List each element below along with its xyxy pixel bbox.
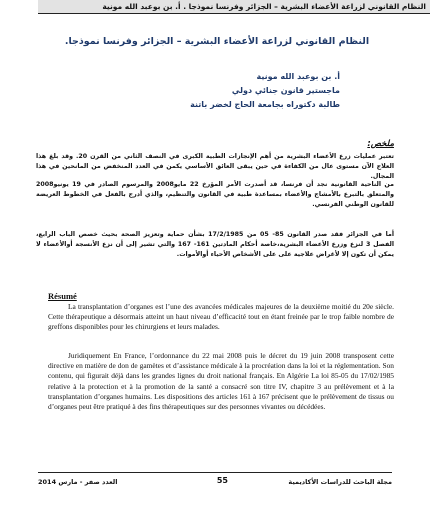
author-degree: ماجستير قانون جنائي دولي [231,86,340,95]
author-name: أ. بن بوعبد الله مونية [256,72,340,81]
footer-journal-name: مجلة الباحث للدراسات الأكاديمية [288,478,392,486]
running-header: النظام القانوني لزراعة الأعضاء البشرية – الجزائر وفرنسا نموذجا . أ. بن بوعبد الله مونية [38,0,430,14]
footer-divider [38,472,392,473]
french-abstract-paragraph-1: La transplantation d’organes est l’une des avancées médicales majeures de la deuxième moitié du 20e siècle. Cette thérapeutique a désormais atteint un haut niveau d’efficacité tout en étant freinée par le trop faible nombre de greffons disponibles pour les chirurgiens et leurs malades. [48,302,394,332]
author-affiliation: طالبة دكتوراه بجامعة الحاج لخضر باتنة [190,100,340,109]
footer-page-number: 55 [216,476,228,485]
page-footer [38,474,392,492]
french-abstract-paragraph-2: Juridiquement En France, l’ordonnance du 22 mai 2008 puis le décret du 19 juin 2008 transposent cette directive en matière de don de gamètes et d’assistance médicale à la procréation dans la loi et la réglementation. Son contenu, qui figurait déjà dans les grandes lignes du droit national français. En Algérie La loi 85-05 du 17/02/1985 relative à la protection et à la promotion de la santé a consacré son titre IV, chapitre 3 au prélèvement et à la transplantation d’organes humains. Les dispositions des articles 161 à 167 précisent que le prélèvement de tissus ou d’organes peut être pratiqué à des fins thérapeutiques sur des personnes vivantes ou décédées. [48,351,394,412]
article-title: النظام القانوني لزراعة الأعضاء البشرية – الجزائر وفرنسا نموذجا. [64,36,370,47]
author-block [80,70,340,112]
arabic-abstract-paragraph-2: من الناحية القانونية نجد أن فرنسا، قد أصدرت الأمر المؤرخ 22 مايو2008 والمرسوم الصادر في 19 يونيو2008 والمتعلق بالتبرع بالأمشاج والأعضاء بمساعدة طبية في القانون والتنظيم، والذي أدرج بالفعل في الخطوط العريضة للقانون الوطني الفرنسي. [36,181,394,209]
arabic-abstract-heading: ملخص: [367,139,394,149]
footer-issue: العدد صفر - مارس 2014 [38,478,118,486]
arabic-abstract-paragraph-1: تعتبر عمليات زرع الأعضاء البشرية من أهم الإنجازات الطبية الكبرى في النصف الثاني من القرن 20. وقد بلغ هذا العلاج الآن مستوى عال من الكفاءة في حين يبقى العائق الأساسي يكمن في العدد المنخفض من المانحين في هذا المجال. [36,153,394,181]
french-abstract-heading: Résumé [48,291,77,301]
arabic-abstract-paragraph-3: أما في الجزائر فقد صدر القانون 85- 05 من 17/2/1985 بشأن حماية وتعزيز الصحة بحيث خصص الباب الرابع، الفصل 3 لنزع وزرع الأعضاء البشرية،خاصة أحكام المادتين 161- 167 والتي تشير إلى أن نزع الأنسجة أوالأعضاء لا يمكن أن تكون إلا لأغراض علاجية على على الأشخاص الأحياء أوالأموات. [36,231,395,259]
